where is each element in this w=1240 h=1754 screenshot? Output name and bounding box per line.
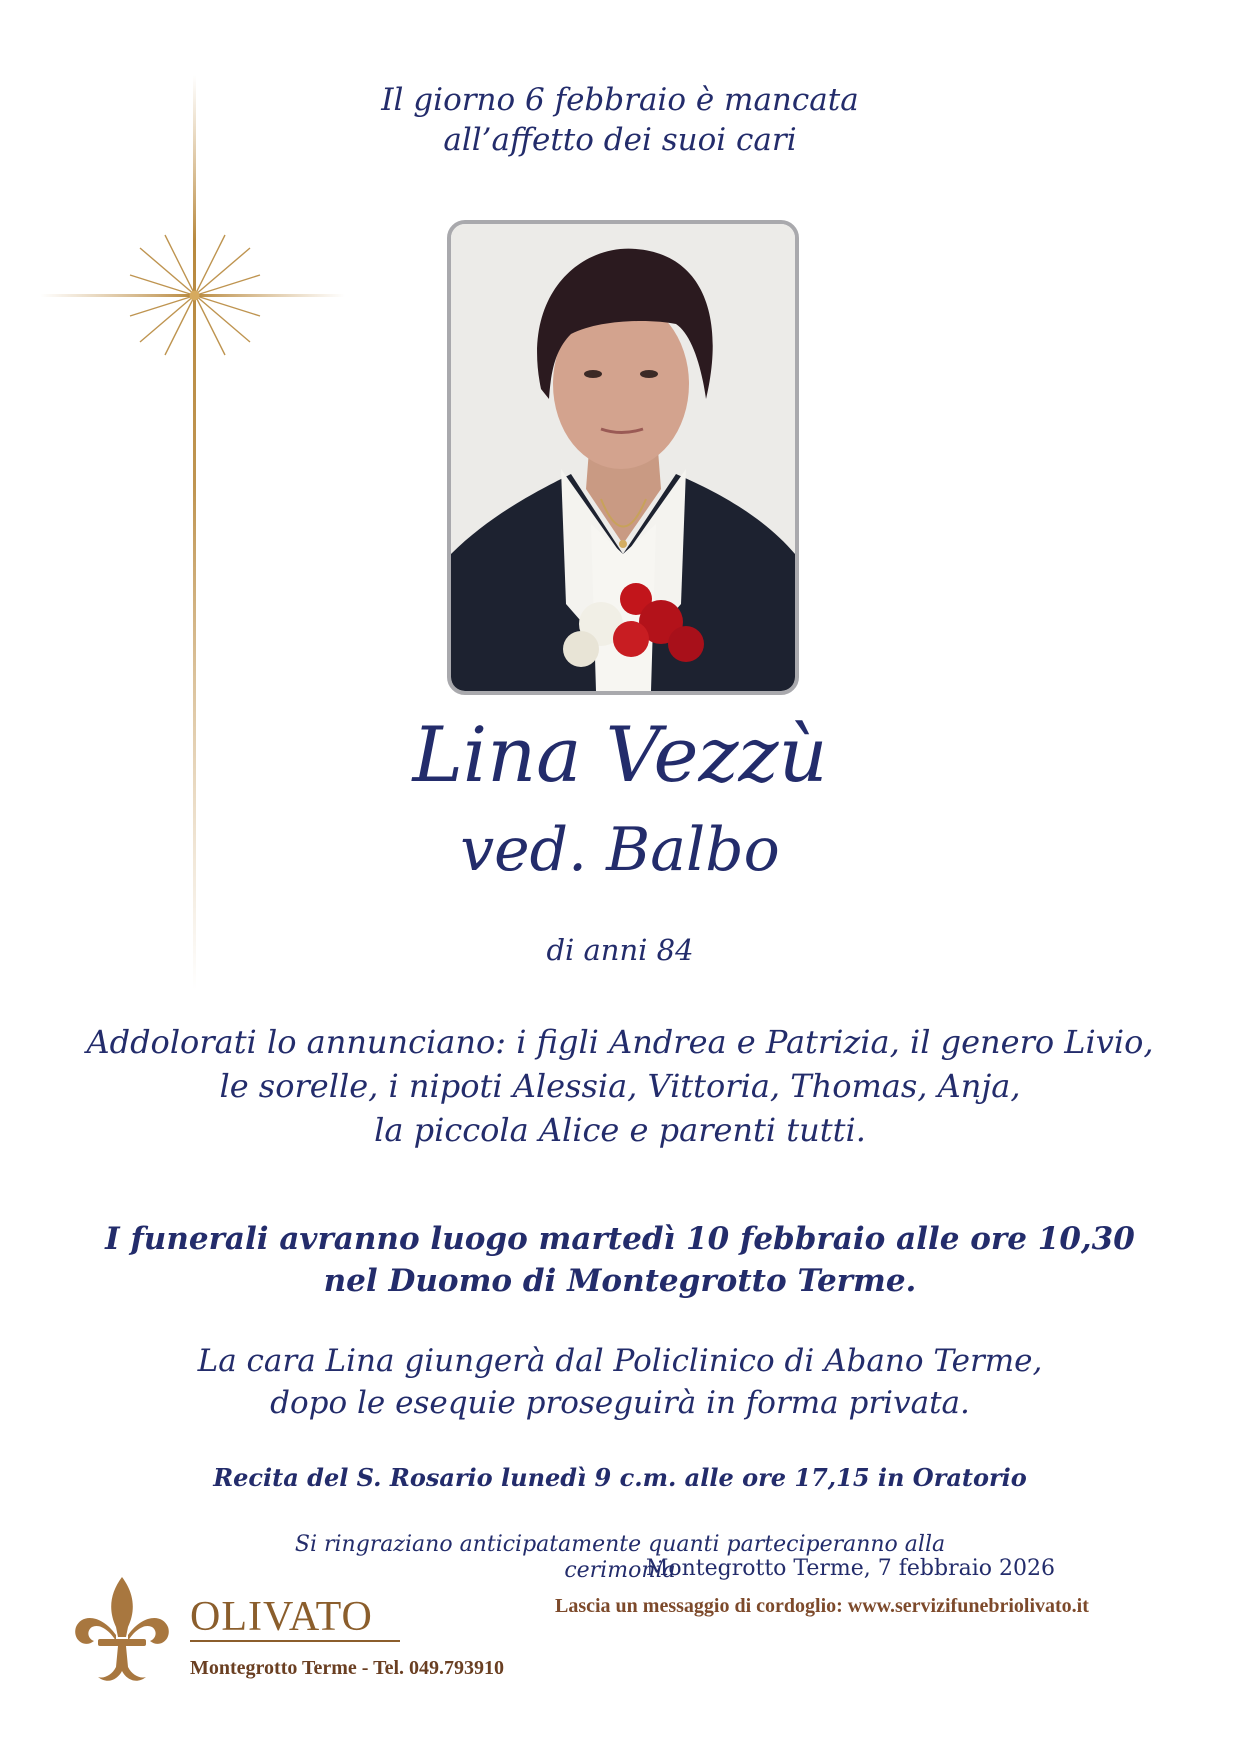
deceased-name: Lina Vezzù (412, 710, 828, 799)
intro-line-2: all’affetto dei suoi cari (443, 122, 797, 158)
rosary-notice: Recita del S. Rosario lunedì 9 c.m. alle ore 17,15 in Oratorio (213, 1463, 1027, 1492)
announcement-line-3: la piccola Alice e parenti tutti. (374, 1111, 866, 1149)
age-text: di anni 84 (546, 933, 694, 967)
arrival-line-1: La cara Lina giungerà dal Policlinico di Abano Terme, (197, 1343, 1043, 1379)
condolence-link[interactable]: Lascia un messaggio di cordoglio: www.servizifunebriolivato.it (555, 1595, 1089, 1617)
arrival-line-2: dopo le esequie proseguirà in forma privata. (270, 1385, 970, 1421)
portrait-photo (447, 220, 799, 695)
announcement-text (0, 1020, 1240, 1152)
intro-line-1: Il giorno 6 febbraio è mancata (381, 82, 859, 118)
agency-name: OLIVATO (190, 1594, 373, 1640)
funeral-line-1: I funerali avranno luogo martedì 10 febbraio alle ore 10,30 (105, 1221, 1135, 1257)
funeral-line-2: nel Duomo di Montegrotto Terme. (323, 1263, 917, 1299)
agency-divider (190, 1640, 400, 1642)
place-date: Montegrotto Terme, 7 febbraio 2026 (645, 1556, 1055, 1581)
funeral-details (0, 1218, 1240, 1302)
arrival-details (0, 1340, 1240, 1424)
intro-text (0, 80, 1240, 160)
thanks-note: Si ringraziano anticipatamente quanti parteciperanno alla cerimonia (294, 1532, 946, 1583)
fleur-de-lis-icon (72, 1575, 172, 1685)
announcement-line-2: le sorelle, i nipoti Alessia, Vittoria, Thomas, Anja, (219, 1067, 1021, 1105)
agency-contact: Montegrotto Terme - Tel. 049.793910 (190, 1657, 505, 1679)
widow-of: ved. Balbo (460, 815, 780, 885)
announcement-line-1: Addolorati lo annunciano: i figli Andrea e Patrizia, il genero Livio, (86, 1023, 1154, 1061)
